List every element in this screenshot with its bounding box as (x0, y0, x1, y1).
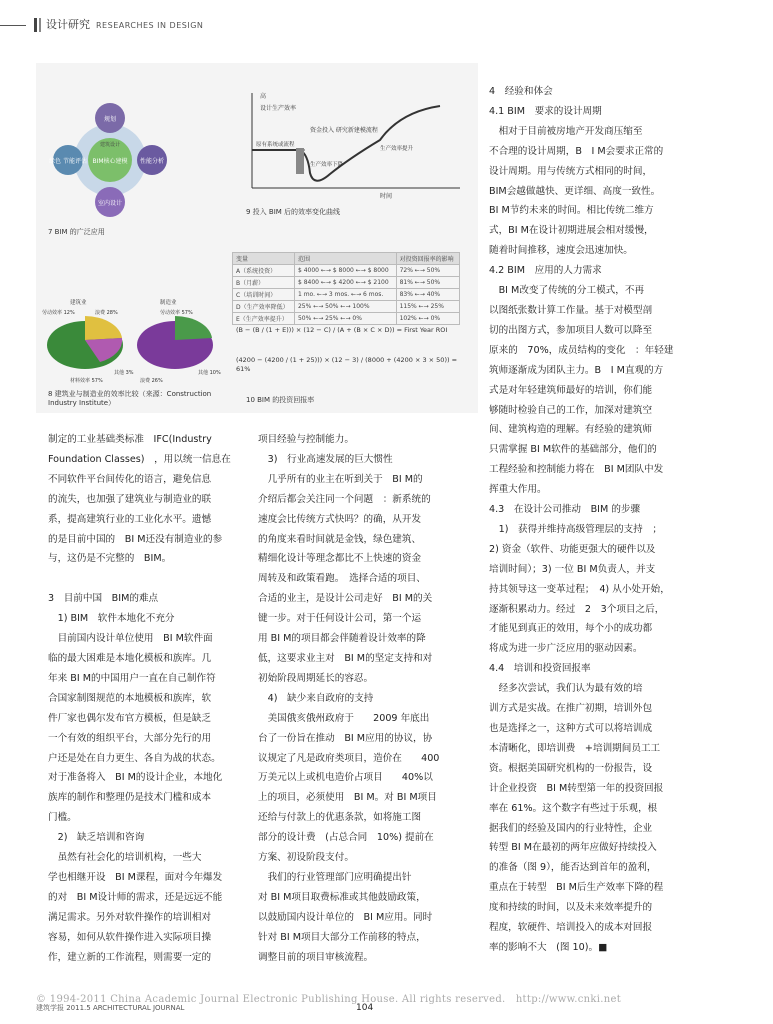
fig10-td: $ 4000 ←→ $ 8000 ←→ $ 8000 (294, 265, 396, 277)
text-line: 调整目前的项目审核流程。 (258, 951, 374, 963)
fig8-pie1-label-3: 其他 3% (114, 370, 134, 376)
fig9-label-invest: 资金投入 研究新建模流程 (310, 127, 378, 134)
fig10-td: B（月薪） (233, 277, 295, 289)
text-line: 的角度来看时间就是金钱，绿色建筑、 (258, 533, 422, 545)
text-line: 4.3 在设计公司推动 BIM 的步骤 (489, 504, 641, 516)
text-line: 方案、初设阶段支付。 (258, 852, 354, 864)
section-title (46, 16, 203, 32)
page-header (0, 14, 773, 36)
footer-journal: 建筑学报 2011.5 ARCHITECTURAL JOURNAL (36, 1004, 185, 1012)
text-line: 切的出图方式，参加项目人数可以降至 (489, 324, 653, 336)
fig7-label-1: 规划 (103, 116, 117, 123)
text-line: 4.1 BIM 要求的设计周期 (489, 105, 602, 117)
fig7-bim-diagram (40, 90, 200, 230)
text-line: 不合理的设计周期，B I M会要求正常的 (489, 145, 664, 157)
fig10-td: A（系统投资） (233, 265, 295, 277)
fig10-td: D（生产效率降低） (233, 301, 295, 313)
text-line: 2) 资金（软件、功能更强大的硬件以及 (489, 543, 656, 555)
fig10-td: 83% ←→ 40% (396, 289, 459, 301)
fig10-td: 72% ←→ 50% (396, 265, 459, 277)
text-line: 以图纸张数计算工作量。基于对模型剖 (489, 304, 653, 316)
text-line: 台了一份旨在推动 BI M应用的协议，协 (258, 732, 433, 744)
fig9-label-time: 时间 (380, 193, 393, 200)
text-line: 度和持续的时间，以及未来效率提升的 (489, 902, 653, 914)
fig8-pie2-title: 制造业 (160, 300, 177, 306)
fig10-table-row (233, 289, 460, 301)
text-line: 经多次尝试，我们认为最有效的培 (489, 683, 643, 695)
text-line: 虽然有社会化的培训机构，一些大 (48, 852, 202, 864)
text-line: 随着时间推移，速度会迅速加快。 (489, 245, 633, 257)
text-line: 合适的业主，是设计公司走好 BI M的关 (258, 593, 433, 605)
text-line: 4.4 培训和投资回报率 (489, 663, 591, 675)
text-line: 学也相继开设 BI M课程，面对今年爆发 (48, 871, 223, 883)
text-line: 不同软件平台间传化的语言，避免信息 (48, 473, 212, 485)
fig10-th: 对投资回报率的影响 (396, 253, 459, 265)
fig9-label-rise: 生产效率提升 (380, 146, 414, 152)
text-line: 议规定了凡是政府类项目，造价在 400 (258, 752, 440, 764)
fig10-td: 25% ←→ 50% ←→ 100% (294, 301, 396, 313)
section-title-en: RESEARCHES IN DESIGN (96, 21, 204, 30)
fig8-pie2-label-2: 其他 10% (198, 370, 221, 376)
header-bar-thin (39, 18, 41, 32)
text-line: 一个有效的组织平台，大部分先行的用 (48, 732, 212, 744)
text-line: 门槛。 (48, 812, 77, 824)
fig10-roi-table (232, 252, 460, 325)
text-line: 够随时检验自己的工作，加深对建筑空 (489, 404, 653, 416)
text-line: 式，BI M在设计初期进展会相对缓慢， (489, 225, 654, 237)
text-line: 计企业投资 BI M转型第一年的投资回报 (489, 782, 664, 794)
footer-copyright: © 1994-2011 China Academic Journal Electronic Publishing House. All rights reserved. http://www.cnki.net (36, 994, 622, 1005)
text-line: 才能见到真正的效用，每个小的成功都 (489, 623, 653, 635)
fig10-table-row (233, 277, 460, 289)
fig7-label-5: 绿色 节能评估 (49, 158, 87, 165)
fig10-td: 1 mo. ←→ 3 mos. ←→ 6 mos. (294, 289, 396, 301)
fig10-td: 81% ←→ 50% (396, 277, 459, 289)
body-column-2 (258, 430, 466, 967)
fig10-table-row (233, 301, 460, 313)
fig9-drop-arrow (296, 148, 304, 174)
text-line: 制定的工业基础类标准 IFC(Industry (48, 434, 212, 445)
text-line: 筑师逐渐成为团队主力。B I M直观的方 (489, 364, 664, 376)
text-line: Foundation Classes) ，用以统一信息在 (48, 453, 231, 465)
text-line: 间、建筑构造的理解。有经验的建筑师 (489, 424, 653, 436)
fig9-efficiency-curve (230, 88, 470, 208)
text-line: 4) 缺少来自政府的支持 (258, 692, 374, 704)
text-line: BIM会越做越快、更详细、高度一致性。 (489, 185, 661, 197)
text-line: 项目经验与控制能力。 (258, 434, 354, 445)
text-line: 我们的行业管理部门应明确提出针 (258, 871, 412, 883)
text-line: 2) 缺乏培训和咨询 (48, 832, 145, 844)
fig8-pie1-slice-waste (85, 316, 122, 340)
fig8-caption: 8 建筑业与制造业的效率比较（来源：Construction Industry Institute） (48, 390, 212, 407)
text-line: 持其领导这一变革过程； 4) 从小处开始， (489, 583, 670, 595)
text-line: 的流失，也加强了建筑业与制造业的联 (48, 493, 212, 505)
text-line: 几乎所有的业主在听到关于 BI M的 (258, 473, 423, 485)
header-rule (0, 25, 26, 26)
text-line: 的是目前中国的 BI M还没有制造业的参 (48, 533, 223, 545)
text-line: 工程经验和控制能力将在 BI M团队中发 (489, 464, 664, 476)
text-line: BI M改变了传统的分工模式，不再 (489, 285, 645, 297)
text-line: 程度，软硬件、培训投入的成本对回报 (489, 922, 653, 934)
text-line: 培训时间）；3) 一位 BI M负责人，并支 (489, 563, 656, 575)
text-line: 据我们的经验及国内的行业特性，企业 (489, 822, 653, 834)
fig9-label-high: 高 (260, 93, 267, 100)
text-line: 户还是处在自力更生、各自为战的状态。 (48, 752, 221, 764)
header-bar (34, 18, 37, 32)
fig8-pie1-label-2: 材料效率 57% (70, 378, 103, 384)
fig7-label-4: 室内设计 (97, 200, 123, 207)
fig8-pie2-label-0: 劳动效率 57% (160, 310, 193, 316)
text-line: 资。根据美国研究机构的一份报告，设 (489, 762, 653, 774)
fig9-caption: 9 投入 BIM 后的效率变化曲线 (246, 208, 341, 216)
body-column-1 (48, 430, 248, 967)
fig10-table-header (233, 253, 460, 265)
text-line: 满足需求。另外对软件操作的培训相对 (48, 911, 212, 923)
text-line: 挥重大作用。 (489, 484, 547, 496)
text-line: 率的影响不大 (图 10)。■ (489, 941, 608, 953)
text-line: 还给与付款上的优惠条款，如将施工图 (258, 812, 422, 824)
text-line: 4 经验和体会 (489, 86, 553, 97)
text-line: 相对于目前被房地产开发商压缩至 (489, 125, 643, 137)
text-line: 设计周期。用与传统方式相同的时间， (489, 165, 653, 177)
fig7-label-core: BIM核心建模 (92, 158, 128, 165)
text-line: 的准备（图 9），能否达到首年的盈利， (489, 862, 657, 874)
text-line: 精细化设计等理念都比不上快速的资金 (258, 553, 422, 565)
fig10-td: $ 8400 ←→ $ 4200 ←→ $ 2100 (294, 277, 396, 289)
text-line: 低，这要求业主对 BI M的坚定支持和对 (258, 652, 433, 664)
fig8-pie2-label-1: 浪费 26% (140, 378, 163, 384)
fig8-pie1-label-0: 劳动效率 12% (42, 310, 75, 316)
fig10-td: C（培训时间） (233, 289, 295, 301)
text-line: 族库的制作和整理仍是技术门槛和成本 (48, 792, 212, 804)
text-line: 速度会比传统方式快吗？的确，从开发 (258, 513, 422, 525)
text-line: 合国家制图规范的本地模板和族库，软 (48, 692, 212, 704)
text-line: 1) BIM 软件本地化不充分 (48, 613, 175, 625)
text-line (48, 569, 248, 589)
text-line: 也是选择之一，这种方式可以将培训成 (489, 723, 653, 734)
fig7-label-2: 建筑设计 (99, 142, 121, 148)
text-line: 用 BI M的项目都会伴随着设计效率的降 (258, 633, 426, 645)
text-line: 式是对年轻建筑师最好的培训，你们能 (489, 384, 653, 396)
text-line: 只需掌握 BI M软件的基础部分，他们的 (489, 444, 657, 456)
text-line: 年来 BI M的中国用户一直在自己制作符 (48, 672, 216, 684)
page-number: 104 (356, 1003, 374, 1013)
text-line: 训方式是实战。在推广初期，培训外包 (489, 703, 653, 715)
fig10-th: 变量 (233, 253, 295, 265)
fig10-formula-2: (4200 − (4200 / (1 + 25))) × (12 − 3) / (8000 + (4200 × 3 × 50)) = 61% (236, 356, 458, 373)
text-line: 将成为进一步广泛应用的驱动因素。 (489, 643, 643, 655)
text-line: 1) 获得并维持高级管理层的支持 ； (489, 523, 662, 535)
text-line: 对 BI M项目取费标准或其他鼓励政策， (258, 891, 426, 903)
fig10-table-row (233, 265, 460, 277)
text-line: 临的最大困难是本地化模板和族库。几 (48, 652, 212, 664)
fig7-caption: 7 BIM 的广泛应用 (48, 228, 105, 236)
text-line: 件厂家也偶尔发布官方模板，但是缺乏 (48, 712, 212, 724)
text-line: BI M节约未来的时间。相比传统二维方 (489, 205, 654, 217)
text-line: 率在 61%。这个数字有些过于乐观，根 (489, 802, 658, 814)
text-line: 4.2 BIM 应用的人力需求 (489, 265, 602, 277)
text-line: 逐渐积累动力。经过 2 3个项目之后， (489, 603, 665, 615)
text-line: 周转及和政策看跑。 选择合适的项目、 (258, 573, 426, 585)
text-line: 部分的设计费 (占总合同 10%) 提前在 (258, 832, 434, 844)
fig10-formula-1: (B − (B / (1 + E))) × (12 − C) / (A + (B × C × D)) = First Year ROI (236, 326, 448, 334)
fig8-pie1-title: 建筑业 (70, 300, 87, 306)
text-line: 的对 BI M设计师的需求，还是远远不能 (48, 891, 223, 903)
fig9-label-y: 设计生产效率 (260, 105, 297, 112)
text-line: 3 目前中国 BIM的难点 (48, 593, 159, 605)
text-line: 介绍后都会关注同一个问题 ：新系统的 (258, 493, 431, 505)
text-line: 3) 行业高速发展的巨大惯性 (258, 453, 393, 465)
fig8-pie-charts (40, 290, 230, 390)
text-line: 原来的 70%，成员结构的变化 ：年轻建 (489, 344, 674, 356)
fig8-pie2-slice-waste (175, 316, 212, 340)
text-line: 本清晰化，即培训费 +培训期间员工工 (489, 742, 661, 754)
fig10-td: 102% ←→ 0% (396, 313, 459, 325)
text-line: 目前国内设计单位使用 BI M软件面 (48, 633, 213, 645)
body-column-3 (489, 82, 707, 958)
text-line: 对于准备将入 BI M的设计企业，本地化 (48, 772, 223, 784)
fig7-label-3: 性能分析 (139, 158, 165, 165)
text-line: 与，这仍是不完整的 BIM。 (48, 553, 172, 565)
text-line: 作，建立新的工作流程，则需要一定的 (48, 951, 212, 963)
section-title-cn: 设计研究 (46, 18, 90, 31)
text-line: 以鼓励国内设计单位的 BI M应用。同时 (258, 911, 433, 923)
text-line: 系，提高建筑行业的工业化水平。遗憾 (48, 513, 212, 525)
text-line: 上的项目，必须使用 BI M。对 BI M项目 (258, 792, 437, 804)
text-line: 针对 BI M项目大部分工作前移的特点， (258, 931, 426, 943)
text-line: 重点在于转型 BI M后生产效率下降的程 (489, 882, 664, 894)
text-line: 容易，如何从软件操作进入实际项目操 (48, 931, 212, 943)
text-line: 初始阶段周期延长的容忍。 (258, 672, 374, 684)
text-line: 键一步。对于任何设计公司，第一个运 (258, 613, 422, 625)
fig10-table-row (233, 313, 460, 325)
fig10-caption: 10 BIM 的投资回报率 (246, 396, 315, 404)
fig8-pie1-label-1: 浪费 28% (95, 310, 118, 316)
text-line: 美国俄亥俄州政府于 2009 年底出 (258, 712, 430, 724)
fig10-td: 50% ←→ 25% ←→ 0% (294, 313, 396, 325)
fig10-td: 115% ←→ 25% (396, 301, 459, 313)
text-line: 万美元以上或机电造价占项目 40%以 (258, 772, 433, 784)
text-line: 转型 BI M在最初的两年应做好持续投入 (489, 842, 657, 854)
fig10-td: E（生产效率提升） (233, 313, 295, 325)
fig10-th: 范围 (294, 253, 396, 265)
fig9-label-orig: 原有系统或流程 (256, 142, 295, 148)
fig9-label-drop: 生产效率下降 (310, 162, 344, 168)
